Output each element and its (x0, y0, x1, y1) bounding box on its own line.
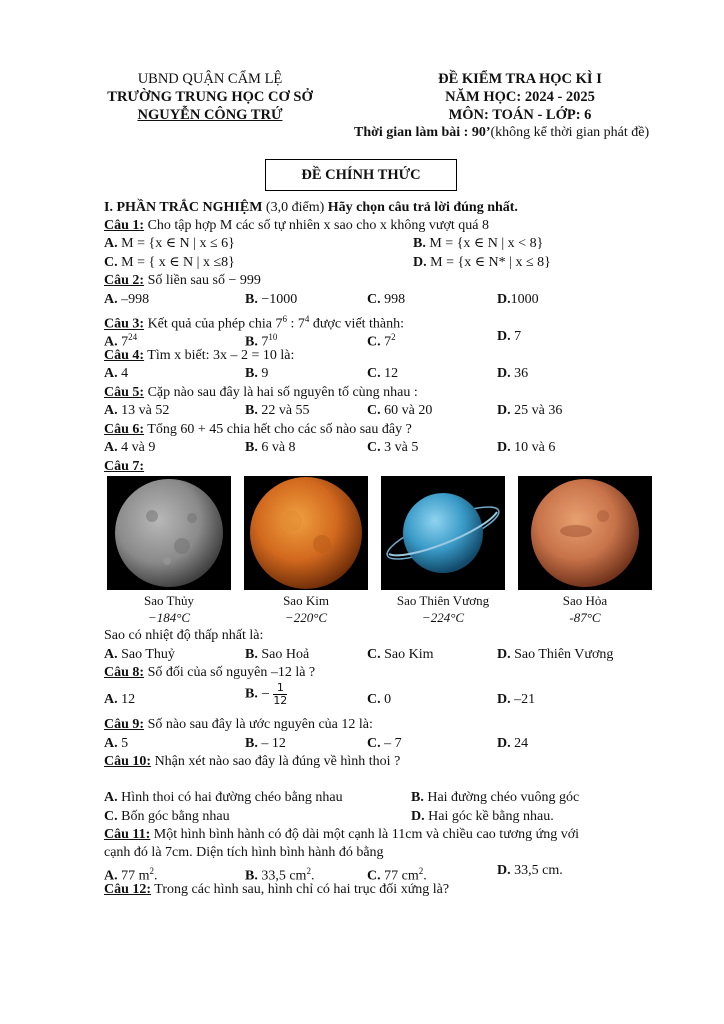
q11-option-d: D. 33,5 cm. (497, 863, 563, 878)
q6-option-d: D. 10 và 6 (497, 440, 556, 455)
q9-option-a: A. 5 (104, 736, 129, 751)
question-11-cont: cạnh đó là 7cm. Diện tích hình bình hành đó bằng (104, 845, 384, 860)
q2-option-c: C. 998 (367, 292, 406, 307)
question-10: Câu 10: Nhận xét nào sao đây là đúng về hình thoi ? (104, 754, 401, 769)
q1-option-b: B. M = {x ∈ N | x < 8} (413, 236, 544, 251)
planet-name-4: Sao Hỏa (562, 593, 608, 608)
q1-option-d: D. M = {x ∈ N* | x ≤ 8} (413, 255, 551, 270)
q9-option-c: C. – 7 (367, 736, 402, 751)
q4-option-c: C. 12 (367, 366, 399, 381)
q10-option-c: C. Bốn góc bằng nhau (104, 809, 230, 824)
q7-question: Sao có nhiệt độ thấp nhất là: (104, 628, 264, 643)
q3-option-c: C. $7^2$ (367, 332, 396, 350)
school-name: NGUYỄN CÔNG TRỨ (137, 107, 283, 123)
venus-image (244, 476, 368, 590)
mercury-image (107, 476, 231, 590)
q3-option-d: D. 7 (497, 329, 522, 344)
q7-option-a: A. Sao Thuỷ (104, 647, 175, 662)
q4-option-a: A. 4 (104, 366, 129, 381)
q5-option-b: B. 22 và 55 (245, 403, 310, 418)
question-2: Câu 2: Số liền sau số − 999 (104, 273, 261, 288)
q7-option-b: B. Sao Hoả (245, 647, 310, 662)
q8-option-d: D. –21 (497, 692, 536, 707)
question-7: Câu 7: (104, 459, 145, 474)
planet-temp-2: −220°C (284, 610, 328, 625)
q3-option-b: B. $7^{10}$ (245, 332, 278, 350)
q8-option-b: B. − $\frac{1}{12}$ (245, 681, 288, 707)
exam-time: Thời gian làm bài : 90’(không kể thời gian phát đề) (354, 125, 650, 140)
q8-option-a: A. 12 (104, 692, 136, 707)
question-5: Câu 5: Cặp nào sau đây là hai số nguyên tố cùng nhau : (104, 385, 418, 400)
question-1: Câu 1: Cho tập hợp M các số tự nhiên x sao cho x không vượt quá 8 (104, 218, 489, 233)
q6-option-c: C. 3 và 5 (367, 440, 419, 455)
q4-option-d: D. 36 (497, 366, 529, 381)
q2-option-b: B. −1000 (245, 292, 298, 307)
exam-title: ĐỀ KIỂM TRA HỌC KÌ I (438, 71, 602, 87)
question-8: Câu 8: Số đối của số nguyên –12 là ? (104, 665, 316, 680)
q10-option-a: A. Hình thoi có hai đường chéo bằng nhau (104, 790, 343, 805)
q2-option-a: A. –998 (104, 292, 150, 307)
q7-option-d: D. Sao Thiên Vương (497, 647, 614, 662)
question-4: Câu 4: Tìm x biết: 3x – 2 = 10 là: (104, 348, 295, 363)
q4-option-b: B. 9 (245, 366, 269, 381)
q11-option-c: C. 77 $cm^2$. (367, 866, 427, 884)
q9-option-b: B. – 12 (245, 736, 286, 751)
planet-temp-1: −184°C (147, 610, 191, 625)
planet-name-2: Sao Kim (283, 593, 329, 608)
q5-option-d: D. 25 và 36 (497, 403, 563, 418)
planet-name-3: Sao Thiên Vương (396, 593, 490, 608)
question-11: Câu 11: Một hình bình hành có độ dài một cạnh là 11cm và chiều cao tương ứng với (104, 827, 580, 842)
q6-option-b: B. 6 và 8 (245, 440, 296, 455)
school-year: NĂM HỌC: 2024 - 2025 (445, 89, 595, 105)
q5-option-c: C. 60 và 20 (367, 403, 433, 418)
q9-option-d: D. 24 (497, 736, 529, 751)
q2-option-d: D.1000 (497, 292, 539, 307)
question-12: Câu 12: Trong các hình sau, hình chỉ có hai trục đối xứng là? (104, 882, 450, 897)
uranus-image (381, 476, 505, 590)
official-label: ĐỀ CHÍNH THỨC (265, 159, 457, 191)
q5-option-a: A. 13 và 52 (104, 403, 170, 418)
question-9: Câu 9: Số nào sau đây là ước nguyên của 12 là: (104, 717, 373, 732)
section-title: I. PHẦN TRẮC NGHIỆM (3,0 điểm) Hãy chọn câu trả lời đúng nhất. (104, 200, 518, 215)
question-3: Câu 3: Kết quả của phép chia $7^6$ : $7^4$ được viết thành: (104, 314, 405, 332)
planet-temp-4: -87°C (569, 610, 601, 625)
subject-grade: MÔN: TOÁN - LỚP: 6 (448, 107, 592, 123)
planet-name-1: Sao Thủy (144, 593, 194, 608)
q1-option-a: A. M = {x ∈ N | x ≤ 6} (104, 236, 235, 251)
q10-option-b: B. Hai đường chéo vuông góc (411, 790, 580, 805)
mars-image (518, 476, 652, 590)
question-6: Câu 6: Tổng 60 + 45 chia hết cho các số nào sau đây ? (104, 422, 412, 437)
q6-option-a: A. 4 và 9 (104, 440, 156, 455)
q3-option-a: A. $7^{24}$ (104, 332, 138, 350)
q8-option-c: C. 0 (367, 692, 392, 707)
q7-option-c: C. Sao Kim (367, 647, 434, 662)
school-type: TRƯỜNG TRUNG HỌC CƠ SỞ (107, 89, 313, 105)
q11-option-b: B. 33,5 $cm^2$. (245, 866, 315, 884)
q11-option-a: A. 77 $m^2$. (104, 866, 158, 884)
planet-temp-3: −224°C (421, 610, 465, 625)
q1-option-c: C. M = { x ∈ N | x ≤8} (104, 255, 235, 270)
q10-option-d: D. Hai góc kề bằng nhau. (411, 809, 554, 824)
school-district: UBND QUẬN CẨM LỆ (137, 71, 283, 87)
